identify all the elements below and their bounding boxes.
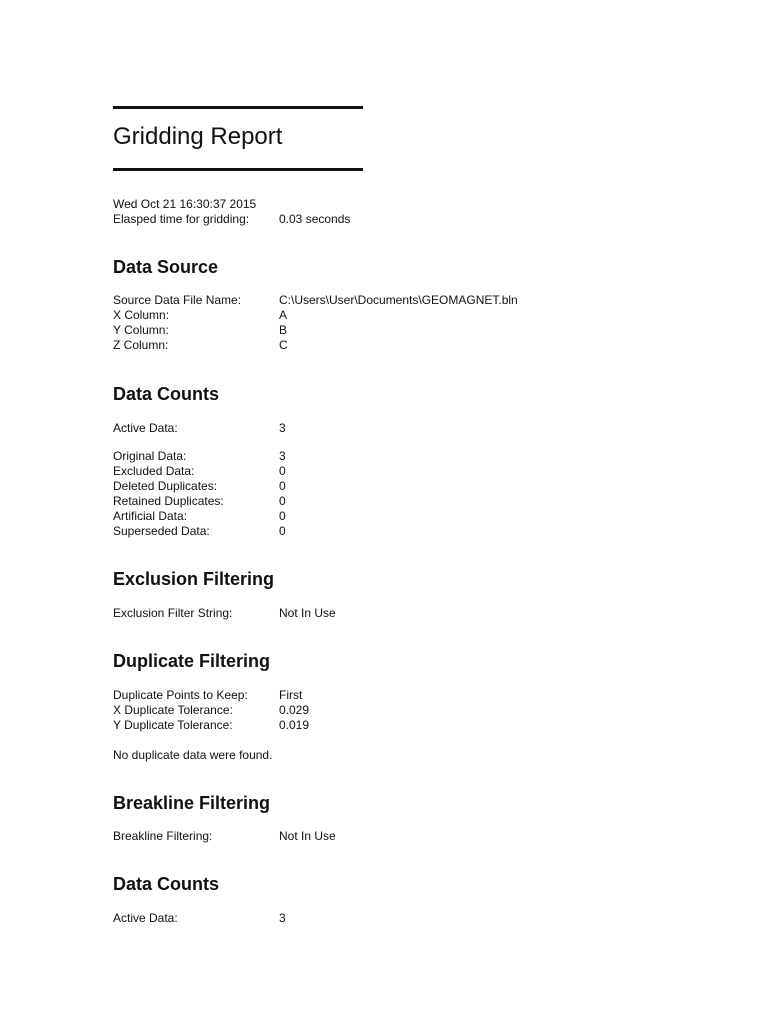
excluded-data-row xyxy=(113,464,286,479)
row-value: Not In Use xyxy=(279,606,336,620)
row-label: Deleted Duplicates: xyxy=(113,479,218,493)
elapsed-time-row xyxy=(113,212,350,227)
row-label: Excluded Data: xyxy=(113,464,195,478)
row-value: 0 xyxy=(279,494,286,508)
report-title: Gridding Report xyxy=(113,123,283,150)
duplicate-note: No duplicate data were found. xyxy=(113,748,273,762)
section-heading-data-counts-2: Data Counts xyxy=(113,874,220,894)
section-heading-duplicate-filtering: Duplicate Filtering xyxy=(113,651,271,671)
artificial-data-row xyxy=(113,509,286,524)
section-heading-data-source: Data Source xyxy=(113,257,219,277)
row-value: Not In Use xyxy=(279,829,336,843)
row-value: First xyxy=(279,688,303,702)
row-value: 0.029 xyxy=(279,703,310,717)
row-label: Duplicate Points to Keep: xyxy=(113,688,248,702)
row-label: Elasped time for gridding: xyxy=(113,212,250,226)
row-label: Y Duplicate Tolerance: xyxy=(113,718,233,732)
row-value: 0.019 xyxy=(279,718,310,732)
z-column-row xyxy=(113,338,288,353)
report-datetime: Wed Oct 21 16:30:37 2015 xyxy=(113,197,257,211)
x-duplicate-tolerance-row xyxy=(113,703,309,718)
row-label: Retained Duplicates: xyxy=(113,494,224,508)
section-heading-breakline-filtering: Breakline Filtering xyxy=(113,793,271,813)
top-rule xyxy=(113,106,363,109)
row-value: C xyxy=(279,338,288,352)
row-value: 0 xyxy=(279,509,286,523)
row-label: Original Data: xyxy=(113,449,187,463)
superseded-data-row xyxy=(113,524,286,539)
row-value: A xyxy=(279,308,288,322)
row-value: 0 xyxy=(279,524,286,538)
row-value: B xyxy=(279,323,288,337)
bottom-rule xyxy=(113,168,363,171)
row-label: Z Column: xyxy=(113,338,169,352)
y-column-row xyxy=(113,323,287,338)
x-column-row xyxy=(113,308,287,323)
row-label: Active Data: xyxy=(113,421,178,435)
duplicate-points-row xyxy=(113,688,302,703)
row-value: 0 xyxy=(279,464,286,478)
row-label: Exclusion Filter String: xyxy=(113,606,233,620)
row-value: 0 xyxy=(279,479,286,493)
row-label: Superseded Data: xyxy=(113,524,210,538)
y-duplicate-tolerance-row xyxy=(113,718,309,733)
row-value: 3 xyxy=(279,449,286,463)
row-label: Active Data: xyxy=(113,911,178,925)
row-label: X Column: xyxy=(113,308,170,322)
breakline-filtering-row xyxy=(113,829,336,844)
active-data-row xyxy=(113,421,286,436)
row-label: Source Data File Name: xyxy=(113,293,242,307)
row-value: 0.03 seconds xyxy=(279,212,351,226)
deleted-duplicates-row xyxy=(113,479,286,494)
section-heading-data-counts: Data Counts xyxy=(113,384,220,404)
active-data-row-2 xyxy=(113,911,286,926)
exclusion-filter-row xyxy=(113,606,336,621)
row-label: X Duplicate Tolerance: xyxy=(113,703,233,717)
source-file-row xyxy=(113,293,518,308)
row-value: C:\Users\User\Documents\GEOMAGNET.bln xyxy=(279,293,518,307)
section-heading-exclusion-filtering: Exclusion Filtering xyxy=(113,569,275,589)
row-label: Y Column: xyxy=(113,323,169,337)
row-value: 3 xyxy=(279,421,286,435)
row-label: Artificial Data: xyxy=(113,509,188,523)
row-label: Breakline Filtering: xyxy=(113,829,213,843)
original-data-row xyxy=(113,449,286,464)
row-value: 3 xyxy=(279,911,286,925)
retained-duplicates-row xyxy=(113,494,286,509)
